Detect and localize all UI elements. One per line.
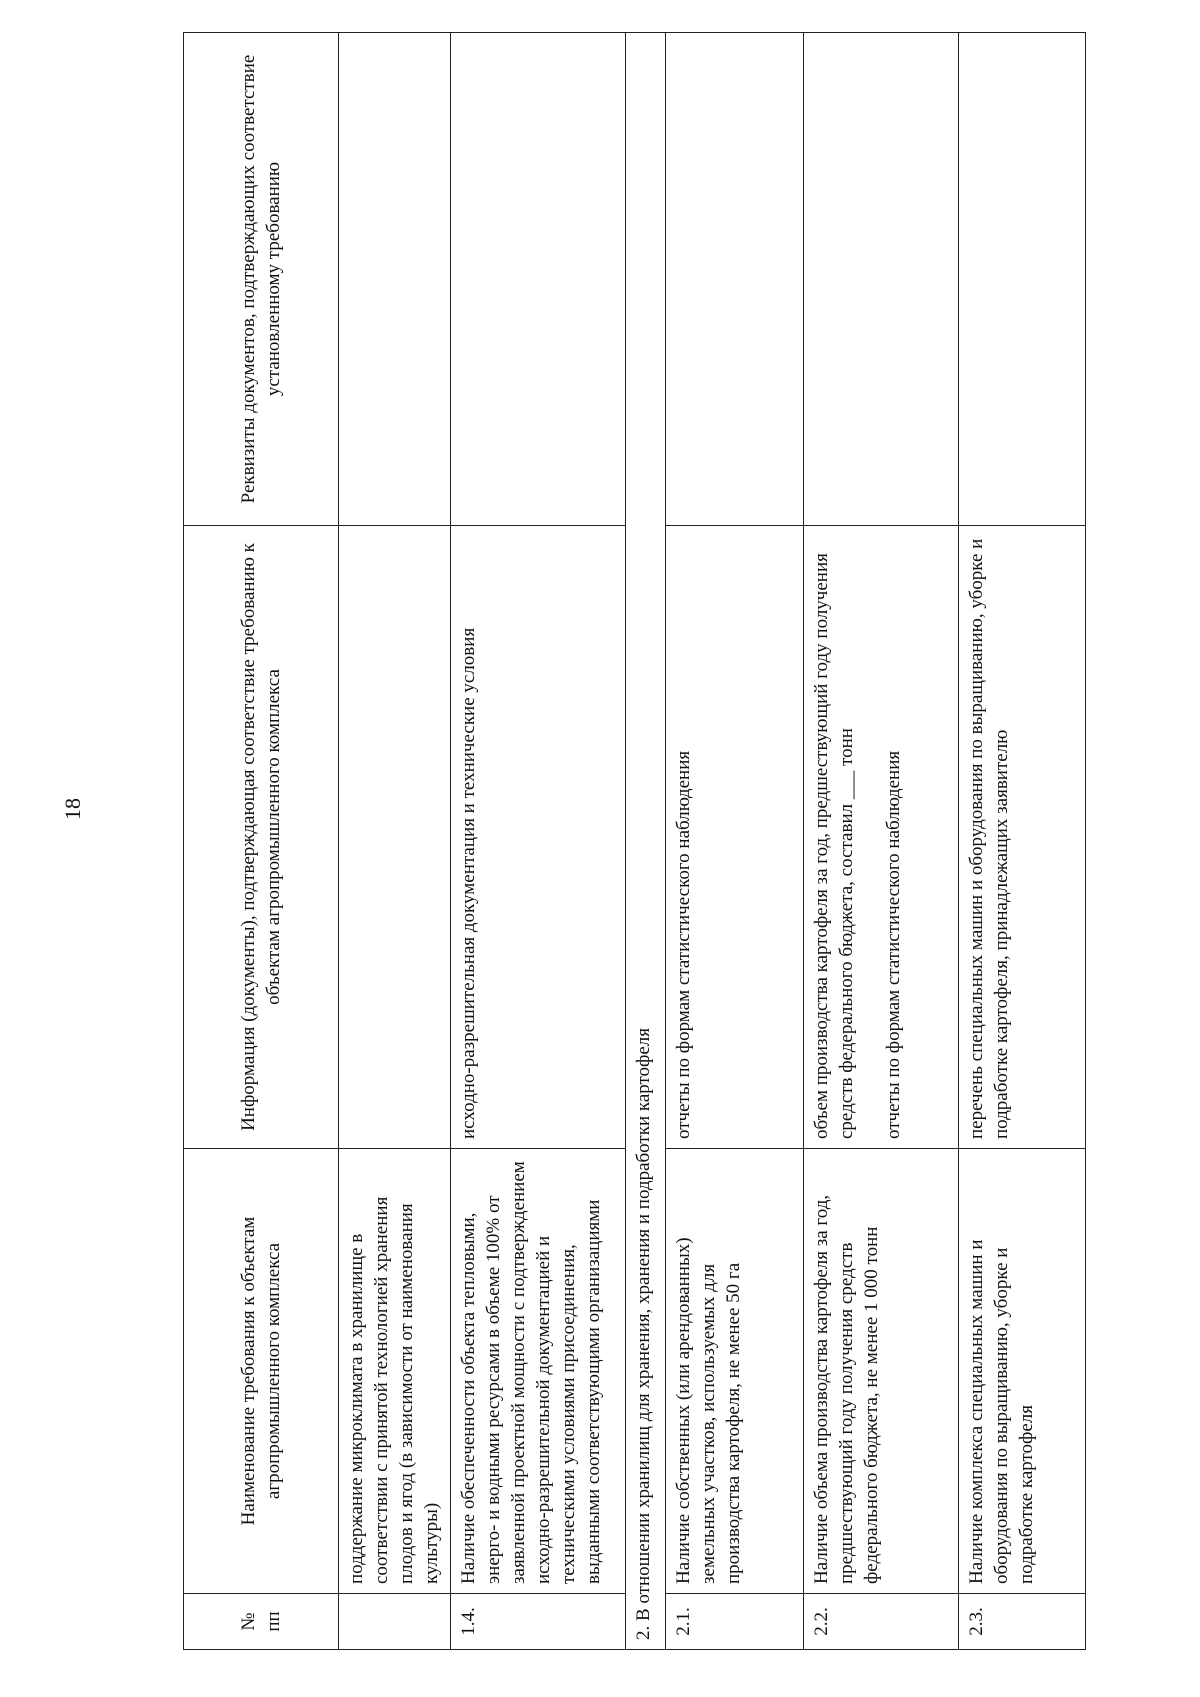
rotated-table-wrapper xyxy=(183,33,1085,1650)
header-num: № пп xyxy=(184,1594,339,1650)
row-requirement: Наличие объема производства картофеля за год, предшествующий году получения средств федерального бюджета, не менее 1 000 тонн xyxy=(804,1149,959,1594)
section-title: 2. В отношении хранилищ для хранения, хранения и подработки картофеля xyxy=(626,33,666,1650)
row-num xyxy=(339,1594,451,1650)
row-info: исходно-разрешительная документация и технические условия xyxy=(451,526,626,1149)
table-row xyxy=(959,33,1086,1650)
row-info-part-1: объем производства картофеля за год, предшествующий году получения средств федерального бюджета, составил ___ тонн xyxy=(811,553,858,1139)
table-row xyxy=(666,33,804,1650)
row-info xyxy=(804,526,959,1149)
header-details: Реквизиты документов, подтверждающих соответствие установленному требованию xyxy=(184,33,339,526)
row-num: 2.1. xyxy=(666,1594,804,1650)
row-info: отчеты по формам статистического наблюдения xyxy=(666,526,804,1149)
header-info: Информация (документы), подтверждающая соответствие требованию к объектам агропромышленного комплекса xyxy=(184,526,339,1149)
row-info: перечень специальных машин и оборудования по выращиванию, уборке и подработке картофеля, принадлежащих заявителю xyxy=(959,526,1086,1149)
section-row xyxy=(626,33,666,1650)
row-num: 2.2. xyxy=(804,1594,959,1650)
row-requirement: поддержание микроклимата в хранилище в соответствии с принятой технологией хранения плодов и ягод (в зависимости от наименования культуры) xyxy=(339,1149,451,1594)
table-row xyxy=(804,33,959,1650)
row-requirement: Наличие обеспеченности объекта тепловыми, энерго- и водными ресурсами в объеме 100% от заявленной проектной мощности с подтверждением исходно-разрешительной документацией и техническими условиями присоединения, выданными соответствующими организациями xyxy=(451,1149,626,1594)
row-info-part-2: отчеты по формам статистического наблюдения xyxy=(883,750,905,1139)
row-requirement: Наличие комплекса специальных машин и оборудования по выращиванию, уборке и подработке картофеля xyxy=(959,1149,1086,1594)
row-details xyxy=(451,33,626,526)
row-num: 2.3. xyxy=(959,1594,1086,1650)
requirements-table xyxy=(183,32,1086,1650)
row-details xyxy=(666,33,804,526)
row-info xyxy=(339,526,451,1149)
page-number: 18 xyxy=(60,798,85,820)
header-requirement: Наименование требования к объектам агропромышленного комплекса xyxy=(184,1149,339,1594)
table-row xyxy=(339,33,451,1650)
row-details xyxy=(339,33,451,526)
table-row xyxy=(451,33,626,1650)
row-details xyxy=(959,33,1086,526)
row-requirement: Наличие собственных (или арендованных) земельных участков, используемых для производства картофеля, не менее 50 га xyxy=(666,1149,804,1594)
row-details xyxy=(804,33,959,526)
row-num: 1.4. xyxy=(451,1594,626,1650)
table-header-row xyxy=(184,33,339,1650)
